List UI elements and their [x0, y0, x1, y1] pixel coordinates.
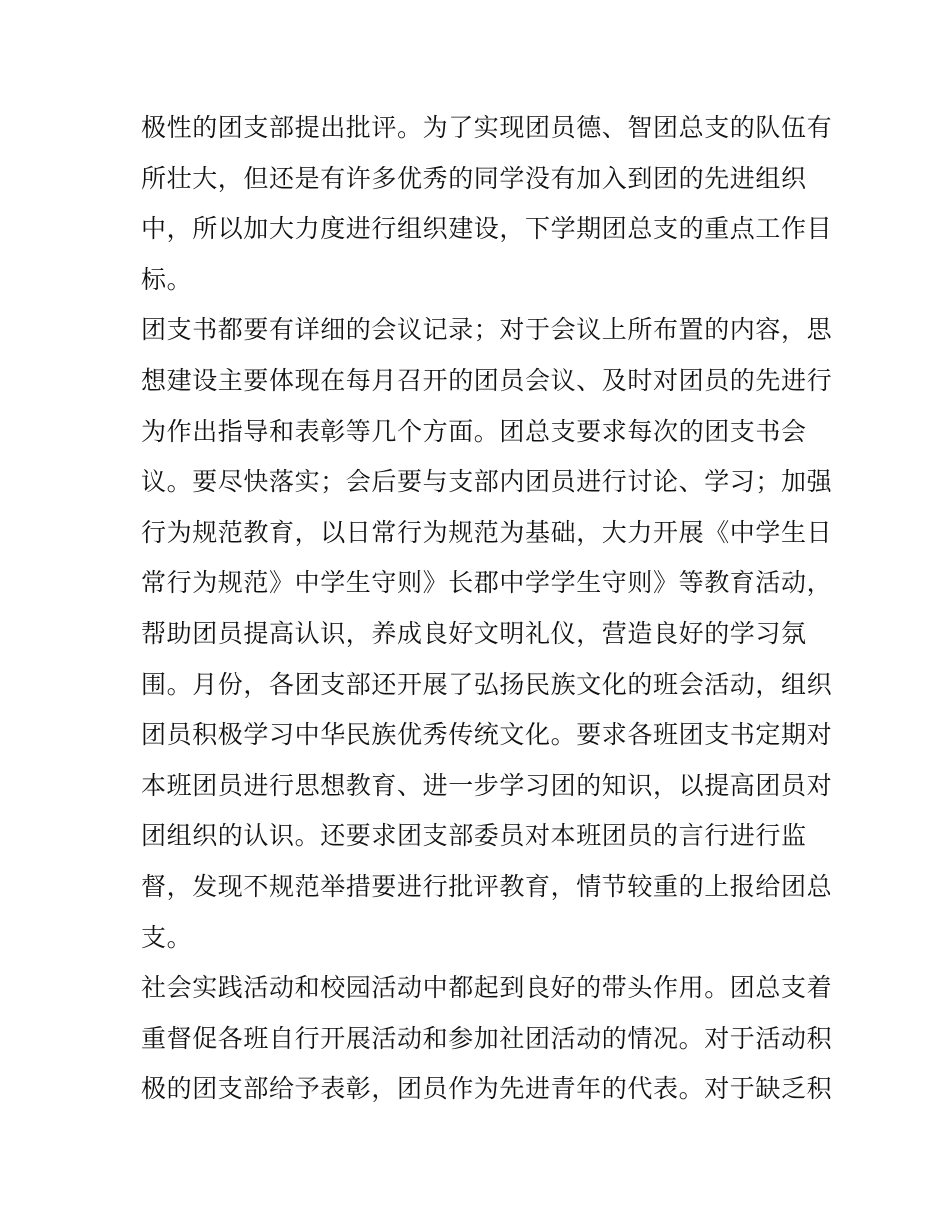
text-line: 支。	[141, 922, 193, 952]
text-line: 本班团员进行思想教育、进一步学习团的知识，以提高团员对	[141, 770, 833, 800]
text-line: 极性的团支部提出批评。为了实现团员德、智团总支的队伍有	[141, 113, 833, 142]
text-line: 议。要尽快落实；会后要与支部内团员进行讨论、学习；加强	[141, 467, 833, 497]
text-line: 团支书都要有详细的会议记录；对于会议上所布置的内容，思	[141, 315, 833, 345]
text-line: 所壮大，但还是有许多优秀的同学没有加入到团的先进组织	[141, 163, 807, 193]
text-line: 标。	[141, 264, 193, 294]
text-line: 督，发现不规范举措要进行批评教育，情节较重的上报给团总	[141, 871, 833, 901]
text-line: 常行为规范》中学生守则》长郡中学学生守则》等教育活动，	[141, 568, 833, 598]
text-line: 想建设主要体现在每月召开的团员会议、及时对团员的先进行	[141, 365, 833, 395]
text-line: 行为规范教育，以日常行为规范为基础，大力开展《中学生日	[141, 517, 833, 547]
text-line: 帮助团员提高认识，养成良好文明礼仪，营造良好的学习氛	[141, 618, 807, 648]
text-line: 为作出指导和表彰等几个方面。团总支要求每次的团支书会	[141, 416, 807, 446]
text-line: 极的团支部给予表彰，团员作为先进青年的代表。对于缺乏积	[141, 1074, 833, 1104]
text-line: 中，所以加大力度进行组织建设，下学期团总支的重点工作目	[141, 214, 833, 244]
text-line: 团员积极学习中华民族优秀传统文化。要求各班团支书定期对	[141, 720, 833, 750]
text-line: 重督促各班自行开展活动和参加社团活动的情况。对于活动积	[141, 1023, 833, 1053]
text-line: 社会实践活动和校园活动中都起到良好的带头作用。团总支着	[141, 973, 833, 1003]
text-line: 围。月份，各团支部还开展了弘扬民族文化的班会活动，组织	[141, 669, 833, 699]
body-text	[141, 103, 833, 1115]
text-line: 团组织的认识。还要求团支部委员对本班团员的言行进行监	[141, 821, 807, 851]
